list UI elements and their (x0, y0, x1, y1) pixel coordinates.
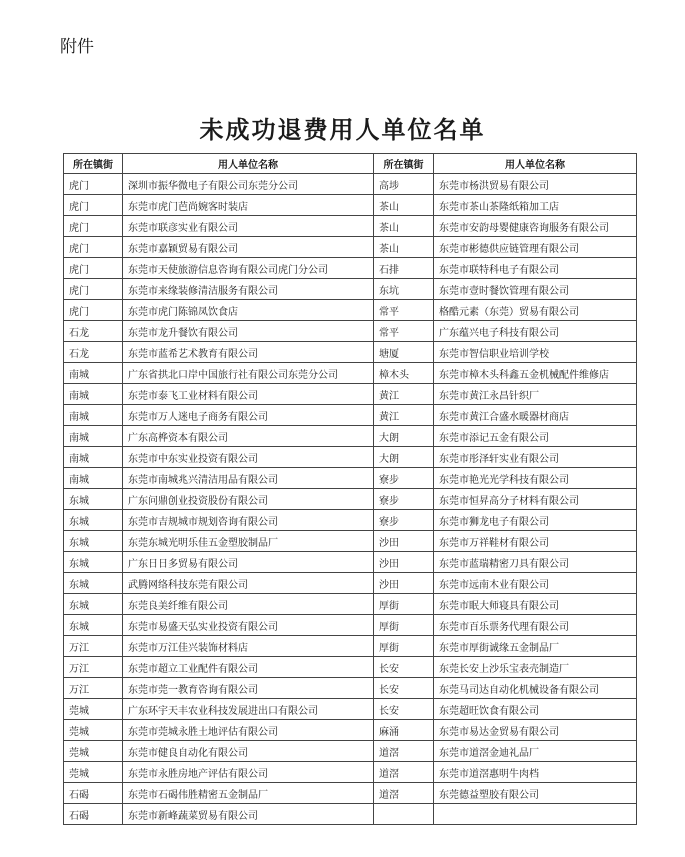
employer-name-cell: 东莞市远南木业有限公司 (434, 573, 637, 594)
employer-name-cell: 东莞市蓝希艺术教育有限公司 (123, 342, 374, 363)
town-cell: 东城 (64, 552, 123, 573)
employer-name-cell: 东莞市厚街诚缘五金制品厂 (434, 636, 637, 657)
town-cell: 石排 (374, 258, 434, 279)
employer-name-cell: 东莞市道滘金迪礼品厂 (434, 741, 637, 762)
town-cell: 莞城 (64, 762, 123, 783)
employer-name-cell: 格酷元素（东莞）贸易有限公司 (434, 300, 637, 321)
town-cell: 大朗 (374, 426, 434, 447)
employer-name-cell: 东莞市天使旅游信息咨询有限公司虎门分公司 (123, 258, 374, 279)
employer-name-cell: 东莞超旺饮食有限公司 (434, 699, 637, 720)
town-cell: 东城 (64, 510, 123, 531)
town-cell: 沙田 (374, 552, 434, 573)
town-cell: 莞城 (64, 699, 123, 720)
town-cell: 万江 (64, 678, 123, 699)
employer-name-cell: 东莞市南城兆兴清洁用品有限公司 (123, 468, 374, 489)
town-cell: 沙田 (374, 531, 434, 552)
town-cell: 虎门 (64, 300, 123, 321)
employer-name-cell: 东莞市易达金贸易有限公司 (434, 720, 637, 741)
table-row (64, 447, 637, 468)
table-row (64, 699, 637, 720)
table-row (64, 678, 637, 699)
employer-name-cell: 东莞市虎门芭尚婉客时装店 (123, 195, 374, 216)
town-cell: 厚街 (374, 594, 434, 615)
table-row (64, 258, 637, 279)
town-cell: 南城 (64, 468, 123, 489)
town-cell: 虎门 (64, 258, 123, 279)
table-row (64, 216, 637, 237)
town-cell: 常平 (374, 321, 434, 342)
table-row (64, 405, 637, 426)
town-cell: 道滘 (374, 783, 434, 804)
table-row (64, 300, 637, 321)
employer-name-cell: 东莞市百乐票务代理有限公司 (434, 615, 637, 636)
employer-name-cell: 广东高桦资本有限公司 (123, 426, 374, 447)
employer-name-cell: 东莞市来缘装修清洁服务有限公司 (123, 279, 374, 300)
town-cell: 南城 (64, 447, 123, 468)
employer-name-cell: 东莞市茶山茶隆纸箱加工店 (434, 195, 637, 216)
employer-name-cell: 东莞市艳光光学科技有限公司 (434, 468, 637, 489)
employer-name-cell: 东莞良美纤维有限公司 (123, 594, 374, 615)
employer-name-cell: 东莞市狮龙电子有限公司 (434, 510, 637, 531)
town-cell: 东城 (64, 531, 123, 552)
town-cell: 沙田 (374, 573, 434, 594)
employer-name-cell: 东莞市永胜房地产评估有限公司 (123, 762, 374, 783)
employer-name-cell: 广东问鼎创业投资股份有限公司 (123, 489, 374, 510)
employer-name-cell: 东莞市泰飞工业材料有限公司 (123, 384, 374, 405)
table-row (64, 594, 637, 615)
table-row (64, 468, 637, 489)
employer-name-cell: 东莞市健良自动化有限公司 (123, 741, 374, 762)
town-cell: 东城 (64, 594, 123, 615)
town-cell: 石碣 (64, 804, 123, 825)
town-cell: 黄江 (374, 384, 434, 405)
employer-name-cell: 东莞市万祥鞋材有限公司 (434, 531, 637, 552)
town-cell: 塘厦 (374, 342, 434, 363)
town-cell: 石龙 (64, 342, 123, 363)
town-cell: 南城 (64, 426, 123, 447)
town-cell: 东城 (64, 615, 123, 636)
table-row (64, 384, 637, 405)
town-cell: 寮步 (374, 468, 434, 489)
town-cell: 黄江 (374, 405, 434, 426)
table-row (64, 279, 637, 300)
town-cell: 石龙 (64, 321, 123, 342)
employer-name-cell: 东莞长安上沙乐宝表壳制造厂 (434, 657, 637, 678)
table-row (64, 237, 637, 258)
table-row (64, 804, 637, 825)
column-header-town: 所在镇街 (374, 154, 434, 174)
town-cell: 茶山 (374, 216, 434, 237)
town-cell: 虎门 (64, 216, 123, 237)
page-title: 未成功退费用人单位名单 (199, 115, 486, 144)
table-row (64, 762, 637, 783)
employer-table (63, 153, 637, 825)
employer-name-cell: 东莞市中东实业投资有限公司 (123, 447, 374, 468)
employer-name-cell: 东莞市吉规城市规划咨询有限公司 (123, 510, 374, 531)
town-cell: 虎门 (64, 279, 123, 300)
table-header-row (64, 154, 637, 174)
employer-name-cell: 东莞市安韵母婴健康咨询服务有限公司 (434, 216, 637, 237)
employer-name-cell: 广东环宇天丰农业科技发展进出口有限公司 (123, 699, 374, 720)
employer-name-cell: 东莞市眠大师寝具有限公司 (434, 594, 637, 615)
table-row (64, 426, 637, 447)
town-cell (374, 804, 434, 825)
employer-name-cell: 东莞市壹时餐饮管理有限公司 (434, 279, 637, 300)
column-header-employer: 用人单位名称 (434, 154, 637, 174)
town-cell: 南城 (64, 384, 123, 405)
employer-name-cell: 东莞市恒昇高分子材料有限公司 (434, 489, 637, 510)
employer-name-cell: 东莞市智信职业培训学校 (434, 342, 637, 363)
employer-name-cell: 东莞市万江佳兴装饰材料店 (123, 636, 374, 657)
employer-name-cell (434, 804, 637, 825)
employer-name-cell: 东莞市石碣伟胜精密五金制品厂 (123, 783, 374, 804)
table-row (64, 510, 637, 531)
table-row (64, 783, 637, 804)
employer-name-cell: 东莞市黄江永昌针织厂 (434, 384, 637, 405)
employer-name-cell: 武腾网络科技东莞有限公司 (123, 573, 374, 594)
table-row (64, 741, 637, 762)
town-cell: 万江 (64, 636, 123, 657)
town-cell: 道滘 (374, 762, 434, 783)
attachment-label: 附件 (60, 37, 94, 57)
employer-name-cell: 东莞市联彦实业有限公司 (123, 216, 374, 237)
town-cell: 石碣 (64, 783, 123, 804)
town-cell: 寮步 (374, 510, 434, 531)
employer-name-cell: 东莞市龙升餐饮有限公司 (123, 321, 374, 342)
table-body (64, 174, 637, 825)
employer-name-cell: 东莞市联特科电子有限公司 (434, 258, 637, 279)
town-cell: 东坑 (374, 279, 434, 300)
town-cell: 厚街 (374, 615, 434, 636)
table-row (64, 342, 637, 363)
town-cell: 莞城 (64, 741, 123, 762)
table-row (64, 174, 637, 195)
column-header-employer: 用人单位名称 (123, 154, 374, 174)
table-row (64, 720, 637, 741)
employer-name-cell: 东莞市黄江合盛水暖器材商店 (434, 405, 637, 426)
employer-name-cell: 东莞德益塑胶有限公司 (434, 783, 637, 804)
employer-name-cell: 东莞市樟木头科鑫五金机械配件维修店 (434, 363, 637, 384)
employer-name-cell: 东莞市道滘惠明牛肉档 (434, 762, 637, 783)
town-cell: 常平 (374, 300, 434, 321)
employer-name-cell: 东莞市莞一教育咨询有限公司 (123, 678, 374, 699)
town-cell: 茶山 (374, 237, 434, 258)
employer-name-cell: 东莞市新峰蔬菜贸易有限公司 (123, 804, 374, 825)
table-row (64, 531, 637, 552)
employer-name-cell: 东莞市彬德供应链管理有限公司 (434, 237, 637, 258)
town-cell: 厚街 (374, 636, 434, 657)
town-cell: 寮步 (374, 489, 434, 510)
employer-name-cell: 广东日日多贸易有限公司 (123, 552, 374, 573)
employer-name-cell: 东莞马司达自动化机械设备有限公司 (434, 678, 637, 699)
employer-name-cell: 东莞市易盛天弘实业投资有限公司 (123, 615, 374, 636)
town-cell: 长安 (374, 657, 434, 678)
town-cell: 东城 (64, 489, 123, 510)
town-cell: 东城 (64, 573, 123, 594)
employer-name-cell: 广东省拱北口岸中国旅行社有限公司东莞分公司 (123, 363, 374, 384)
employer-name-cell: 东莞市虎门陈锦凤饮食店 (123, 300, 374, 321)
employer-name-cell: 东莞市彤泽轩实业有限公司 (434, 447, 637, 468)
town-cell: 麻涌 (374, 720, 434, 741)
table-row (64, 363, 637, 384)
table-row (64, 195, 637, 216)
town-cell: 高埗 (374, 174, 434, 195)
town-cell: 虎门 (64, 237, 123, 258)
employer-name-cell: 东莞市蓝瑞精密刀具有限公司 (434, 552, 637, 573)
employer-name-cell: 东莞市杨洪贸易有限公司 (434, 174, 637, 195)
column-header-town: 所在镇街 (64, 154, 123, 174)
employer-name-cell: 东莞东城光明乐佳五金塑胶制品厂 (123, 531, 374, 552)
table-row (64, 636, 637, 657)
town-cell: 万江 (64, 657, 123, 678)
town-cell: 茶山 (374, 195, 434, 216)
employer-name-cell: 东莞市莞城永胜土地评估有限公司 (123, 720, 374, 741)
table-row (64, 573, 637, 594)
town-cell: 虎门 (64, 174, 123, 195)
table-row (64, 552, 637, 573)
employer-name-cell: 广东蕴兴电子科技有限公司 (434, 321, 637, 342)
employer-name-cell: 东莞市万人迷电子商务有限公司 (123, 405, 374, 426)
table-row (64, 615, 637, 636)
town-cell: 长安 (374, 699, 434, 720)
employer-name-cell: 东莞市嘉颖贸易有限公司 (123, 237, 374, 258)
employer-name-cell: 东莞市超立工业配件有限公司 (123, 657, 374, 678)
town-cell: 莞城 (64, 720, 123, 741)
table-row (64, 489, 637, 510)
employer-name-cell: 东莞市添记五金有限公司 (434, 426, 637, 447)
employer-name-cell: 深圳市振华微电子有限公司东莞分公司 (123, 174, 374, 195)
town-cell: 樟木头 (374, 363, 434, 384)
town-cell: 道滘 (374, 741, 434, 762)
town-cell: 大朗 (374, 447, 434, 468)
town-cell: 南城 (64, 405, 123, 426)
town-cell: 南城 (64, 363, 123, 384)
table-row (64, 321, 637, 342)
table-row (64, 657, 637, 678)
town-cell: 长安 (374, 678, 434, 699)
town-cell: 虎门 (64, 195, 123, 216)
